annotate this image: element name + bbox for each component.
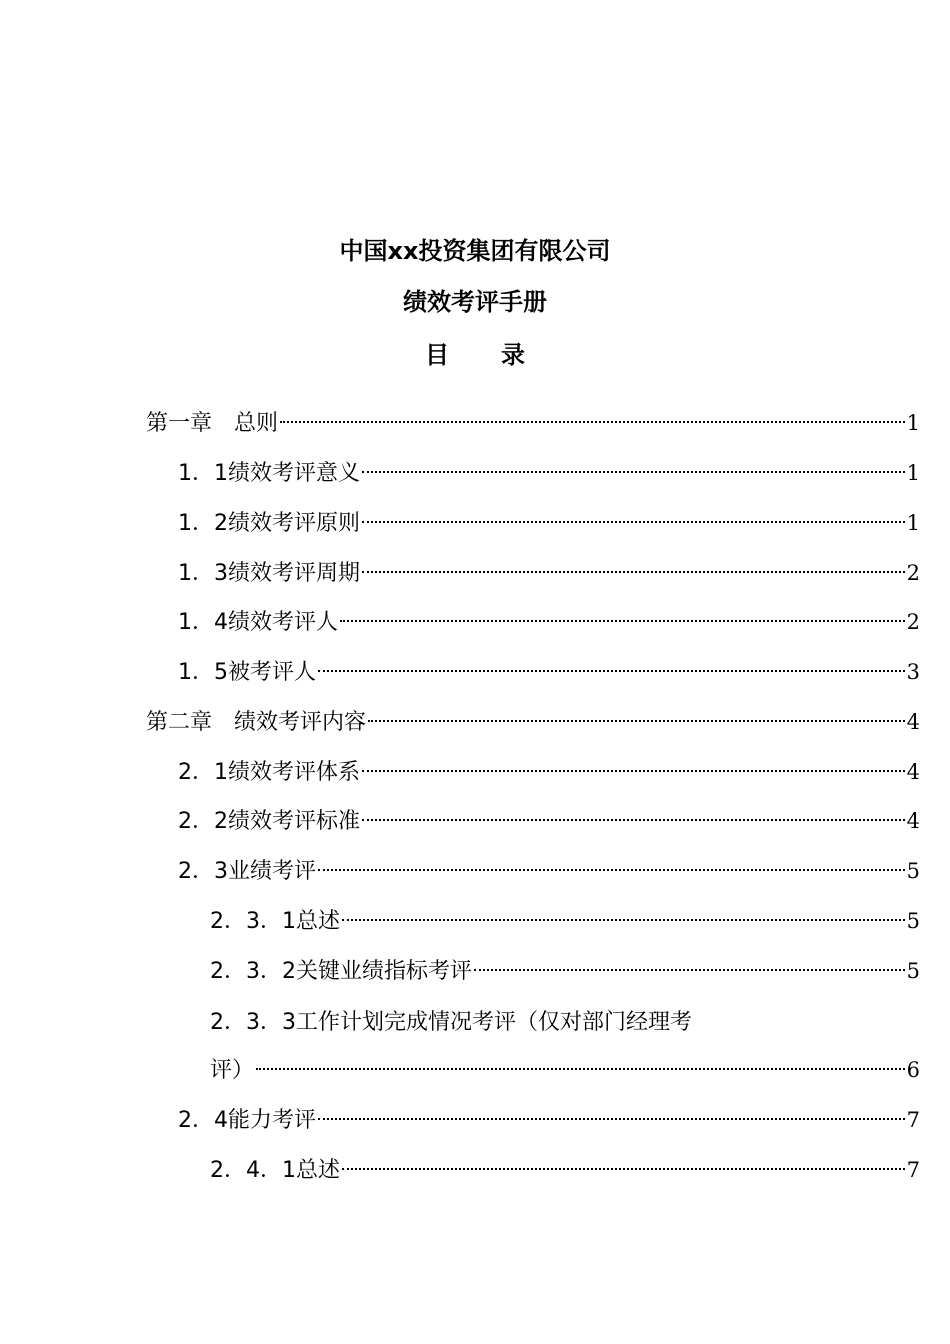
- toc-entry-1-2[interactable]: [178, 508, 920, 539]
- toc-leader-dots: [368, 720, 905, 722]
- toc-entry-2-4-1[interactable]: [210, 1155, 920, 1186]
- toc-entry-label: 2．3．1总述: [210, 909, 340, 934]
- toc-entry-label: 1．5被考评人: [178, 660, 316, 685]
- toc-heading-char-1: 目: [425, 341, 449, 369]
- toc-entry-page: 1: [906, 511, 920, 535]
- toc-entry-label: 2．3业绩考评: [178, 859, 316, 884]
- toc-entry-page: 3: [906, 660, 920, 684]
- toc-entry-page: 2: [906, 561, 920, 585]
- toc-leader-dots: [342, 919, 905, 921]
- toc-entry-label: 第二章 绩效考评内容: [146, 710, 367, 735]
- toc-entry-2-4[interactable]: [178, 1105, 920, 1136]
- toc-entry-2-3-3[interactable]: [210, 1055, 920, 1086]
- toc-leader-dots: [256, 1068, 905, 1070]
- toc-entry-label: 2．4能力考评: [178, 1108, 316, 1133]
- toc-entry-2-3-1[interactable]: [210, 906, 920, 937]
- toc-entry-1-1[interactable]: [178, 458, 920, 489]
- toc-leader-dots: [280, 421, 905, 423]
- toc-entry-chapter-2[interactable]: [146, 707, 920, 738]
- toc-entry-label: 1．4绩效考评人: [178, 610, 338, 635]
- toc-entry-page: 4: [906, 710, 920, 734]
- manual-title: 绩效考评手册: [403, 288, 547, 316]
- toc-leader-dots: [318, 670, 905, 672]
- toc-entry-chapter-1[interactable]: [146, 408, 920, 439]
- toc-entry-page: 7: [906, 1108, 920, 1132]
- toc-entry-page: 1: [906, 461, 920, 485]
- toc-heading: [0, 340, 950, 370]
- toc-entry-1-5[interactable]: [178, 657, 920, 688]
- toc-entry-page: 4: [906, 809, 920, 833]
- toc-entry-label: 1．3绩效考评周期: [178, 561, 360, 586]
- toc-entry-2-3-2[interactable]: [210, 956, 920, 987]
- toc-leader-dots: [362, 521, 905, 523]
- toc-leader-dots: [474, 969, 905, 971]
- toc-leader-dots: [362, 571, 905, 573]
- toc-entry-page: 5: [906, 909, 920, 933]
- toc-entry-2-3[interactable]: [178, 856, 920, 887]
- toc-entry-label: 1．1绩效考评意义: [178, 461, 360, 486]
- toc-entry-page: 1: [906, 411, 920, 435]
- toc-leader-dots: [318, 869, 905, 871]
- toc-leader-dots: [362, 770, 905, 772]
- toc-leader-dots: [318, 1118, 905, 1120]
- company-title: 中国xx投资集团有限公司: [339, 237, 611, 265]
- toc-entry-page: 6: [906, 1058, 920, 1082]
- toc-entry-2-2[interactable]: [178, 806, 920, 837]
- toc-entry-label: 2．3．2关键业绩指标考评: [210, 959, 472, 984]
- toc-entry-label: 1．2绩效考评原则: [178, 511, 360, 536]
- toc-entry-page: 5: [906, 859, 920, 883]
- toc-entry-page: 4: [906, 760, 920, 784]
- toc-entry-1-3[interactable]: [178, 558, 920, 589]
- toc-entry-label: 2．4．1总述: [210, 1158, 340, 1183]
- toc-entry-label: 第一章 总则: [146, 411, 279, 436]
- toc-leader-dots: [362, 819, 905, 821]
- toc-entry-1-4[interactable]: [178, 607, 920, 638]
- toc-entry-page: 5: [906, 959, 920, 983]
- toc-entry-2-1[interactable]: [178, 757, 920, 788]
- toc-leader-dots: [342, 1168, 905, 1170]
- toc-leader-dots: [362, 471, 905, 473]
- toc-leader-dots: [340, 620, 905, 622]
- toc-entry-page: 7: [906, 1158, 920, 1182]
- toc-heading-char-2: 录: [501, 341, 525, 369]
- toc-entry-label: 2．1绩效考评体系: [178, 760, 360, 785]
- toc-entry-2-3-3-first-line[interactable]: 2．3．3工作计划完成情况考评（仅对部门经理考: [210, 1010, 692, 1035]
- toc-entry-page: 2: [906, 610, 920, 634]
- toc-entry-label: 2．2绩效考评标准: [178, 809, 360, 834]
- toc-entry-label: 评）: [210, 1058, 255, 1083]
